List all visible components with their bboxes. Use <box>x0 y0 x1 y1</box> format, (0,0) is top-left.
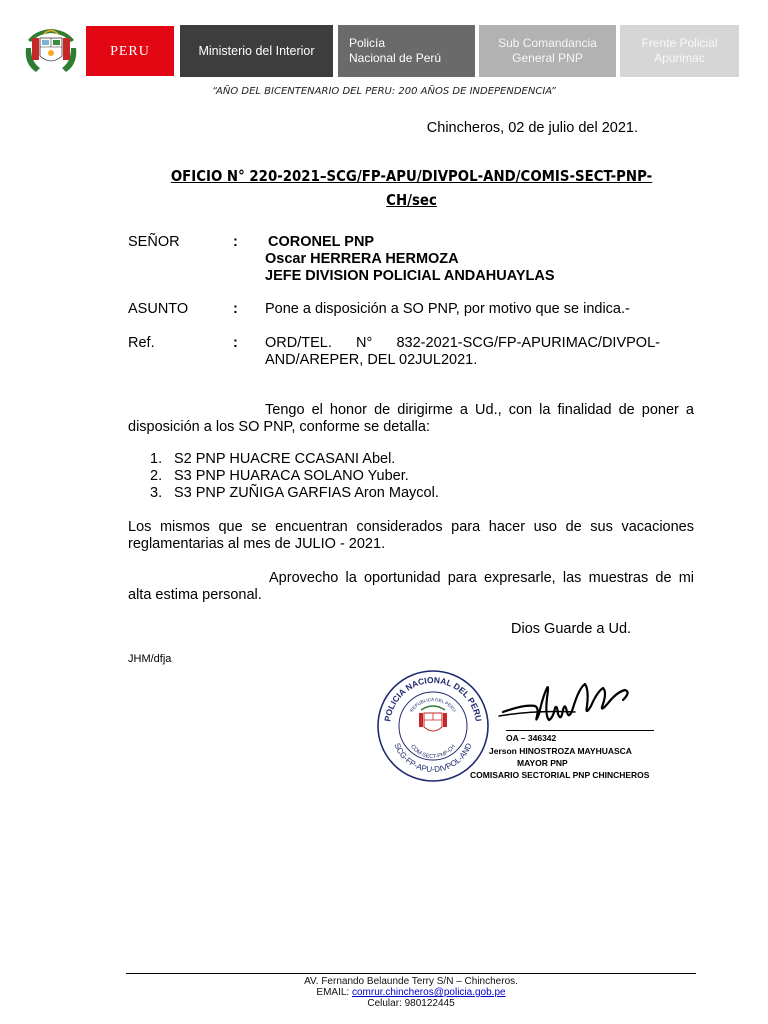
header-policia-line2: Nacional de Perú <box>349 51 442 65</box>
coat-of-arms-icon <box>22 26 80 76</box>
footer-email-label: EMAIL: <box>316 987 352 998</box>
senor-line3: JEFE DIVISION POLICIAL ANDAHUAYLAS <box>265 268 555 284</box>
footer-phone: Celular: 980122445 <box>367 998 455 1009</box>
signature-line <box>506 730 654 731</box>
stamp-outer-bottom: SCG-FP-APU-DIVPOL-AND <box>392 741 474 775</box>
oficio-title <box>169 164 653 212</box>
footer-email-link[interactable]: comrur.chincheros@policia.gob.pe <box>352 987 506 998</box>
ref-line2: AND/AREPER, DEL 02JUL2021. <box>265 352 478 368</box>
oficio-line1: OFICIO N° 220-2021–SCG/FP-APU/DIVPOL-AND/COMIS-SECT-PNP- <box>170 167 653 185</box>
body-paragraph-1: Tengo el honor de dirigirme a Ud., con la finalidad de poner a disposición a los SO PNP, conforme se detalla: <box>128 402 694 435</box>
list-item: 2. S3 PNP HUARACA SOLANO Yuber. <box>150 468 409 484</box>
signature-rank: MAYOR PNP <box>517 758 568 768</box>
stamp-inner-top: REPUBLICA DEL PERU <box>408 696 458 713</box>
footer-email-line <box>126 987 696 998</box>
oficio-line2: CH/sec <box>386 191 437 209</box>
list-item: 3. S3 PNP ZUÑIGA GARFIAS Aron Maycol. <box>150 485 439 501</box>
signature-cip: OA – 346342 <box>506 733 557 743</box>
header-policia-line1: Policía <box>349 36 386 50</box>
police-seal-stamp <box>376 669 490 783</box>
stamp-shield-icon <box>419 706 447 731</box>
body-paragraph-2: Los mismos que se encuentran considerados para hacer uso de sus vacaciones reglamentarias al mes de JULIO - 2021. <box>128 519 694 552</box>
header-frente-line2: Apurimac <box>654 51 705 65</box>
closing: Dios Guarde a Ud. <box>511 621 632 637</box>
personnel-list <box>150 451 439 502</box>
footer-address: AV. Fernando Belaunde Terry S/N – Chincheros. <box>304 976 518 987</box>
asunto-colon: : <box>233 301 238 317</box>
header-frente-line1: Frente Policial <box>641 36 718 50</box>
header-sub-line1: Sub Comandancia <box>498 36 597 50</box>
body-paragraph-3: Aprovecho la oportunidad para expresarle, las muestras de mi alta estima personal. <box>128 570 694 603</box>
signature-name: Jerson HINOSTROZA MAYHUASCA <box>489 746 632 756</box>
senor-line2: Oscar HERRERA HERMOZA <box>265 251 459 267</box>
header-peru-block <box>85 25 175 77</box>
header-ministerio-block <box>180 25 333 77</box>
header-ministerio-label: Ministerio del Interior <box>198 43 315 58</box>
date-line: Chincheros, 02 de julio del 2021. <box>426 120 638 136</box>
ref-label: Ref. <box>128 335 155 351</box>
header-policia-block <box>338 25 475 77</box>
header-sub-line2: General PNP <box>512 51 583 65</box>
ref-line1: ORD/TEL. N° 832-2021-SCG/FP-APURIMAC/DIVPOL- <box>265 335 660 351</box>
header-peru-label: PERU <box>110 43 150 59</box>
footer-divider <box>126 973 696 974</box>
signature-title: COMISARIO SECTORIAL PNP CHINCHEROS <box>470 770 650 780</box>
senor-label: SEÑOR <box>128 234 180 250</box>
senor-colon: : <box>233 234 238 250</box>
stamp-outer-text: POLICIA NACIONAL DEL PERU <box>382 674 484 723</box>
ref-colon: : <box>233 335 238 351</box>
svg-text:COM-SECT-PNP-CH <box>409 744 457 760</box>
list-item: 1. S2 PNP HUACRE CCASANI Abel. <box>150 451 396 467</box>
handwritten-signature <box>495 676 645 736</box>
initials: JHM/dfja <box>128 653 172 665</box>
svg-text:REPUBLICA DEL PERU <box>409 697 457 713</box>
asunto-text: Pone a disposición a SO PNP, por motivo que se indica.- <box>265 301 630 317</box>
header-subcomandancia-block <box>479 25 616 77</box>
stamp-inner-bottom: COM-SECT-PNP-CH <box>409 743 457 761</box>
asunto-label: ASUNTO <box>128 301 189 317</box>
header-frente-block <box>620 25 739 77</box>
motto: “AÑO DEL BICENTENARIO DEL PERU: 200 AÑOS DE INDEPENDENCIA” <box>212 86 556 97</box>
senor-line1: CORONEL PNP <box>268 234 375 250</box>
